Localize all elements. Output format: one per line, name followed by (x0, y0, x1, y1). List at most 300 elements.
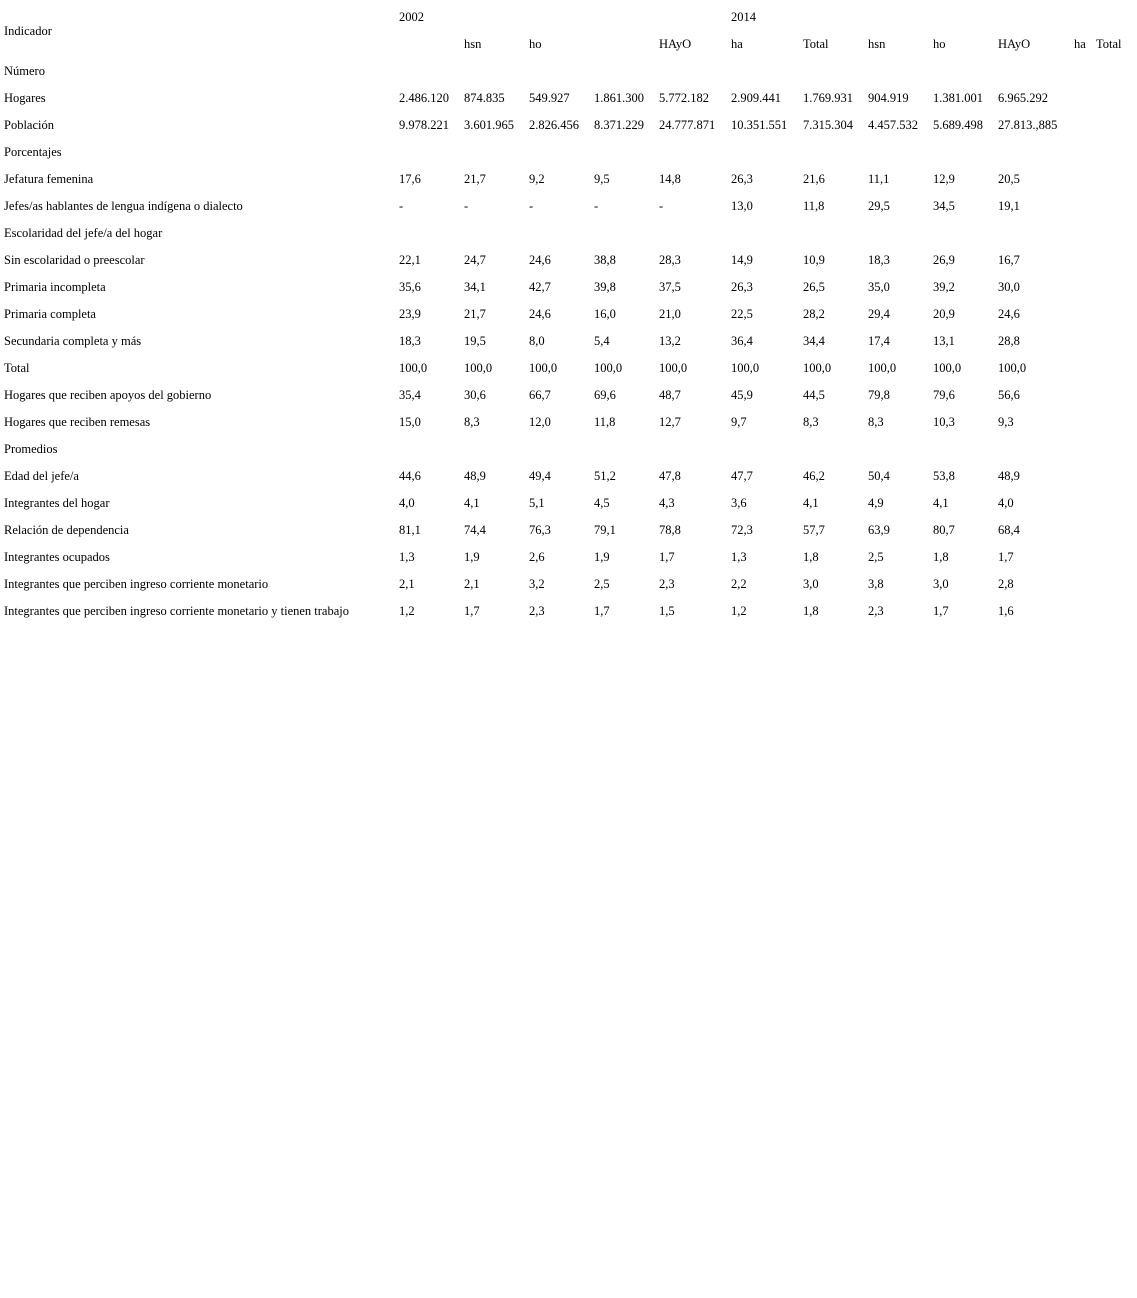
value-cell: 9,5 (594, 172, 610, 186)
value-cell: 100,0 (529, 361, 558, 375)
header-spacer (998, 4, 1070, 31)
value-cell: 37,5 (659, 280, 681, 294)
value-cell: 3,8 (868, 577, 884, 591)
value-cell: 13,2 (659, 334, 681, 348)
value-cell: 13,1 (933, 334, 955, 348)
value-cell: 8,3 (803, 415, 819, 429)
value-cell: 8,0 (529, 334, 545, 348)
empty-cell (1074, 571, 1092, 598)
value-cell: 10,9 (803, 253, 825, 267)
empty-cell (1074, 274, 1092, 301)
value-cell: 22,5 (731, 307, 753, 321)
empty-cell (803, 220, 864, 247)
empty-cell (1074, 328, 1092, 355)
value-cell: 8,3 (868, 415, 884, 429)
empty-cell (998, 139, 1070, 166)
value-cell: 12,9 (933, 172, 955, 186)
empty-cell (594, 58, 655, 85)
value-cell: 24,6 (529, 307, 551, 321)
value-cell: 66,7 (529, 388, 551, 402)
value-cell: 48,9 (464, 469, 486, 483)
value-cell: 27.813.,885 (998, 118, 1058, 132)
value-cell: - (399, 199, 404, 213)
empty-cell (998, 58, 1070, 85)
value-cell: 44,5 (803, 388, 825, 402)
value-cell: 36,4 (731, 334, 753, 348)
value-cell: 34,4 (803, 334, 825, 348)
empty-cell (1096, 382, 1126, 409)
empty-cell (933, 220, 994, 247)
row-label: Primaria completa (4, 307, 96, 321)
value-cell: 2.909.441 (731, 91, 781, 105)
value-cell: 21,0 (659, 307, 681, 321)
empty-cell (933, 139, 994, 166)
table-row (4, 382, 1126, 409)
table-row (4, 274, 1126, 301)
empty-cell (1096, 490, 1126, 517)
empty-cell (659, 220, 727, 247)
value-cell: 4,0 (399, 496, 415, 510)
value-cell: 19,1 (998, 199, 1020, 213)
value-cell: 48,7 (659, 388, 681, 402)
value-cell: 1,8 (803, 550, 819, 564)
value-cell: 100,0 (399, 361, 428, 375)
header-spacer (933, 4, 994, 31)
table-row (4, 544, 1126, 571)
value-cell: 8,3 (464, 415, 480, 429)
table-row (4, 490, 1126, 517)
value-cell: 2.826.456 (529, 118, 579, 132)
value-cell: 35,6 (399, 280, 421, 294)
empty-cell (1096, 220, 1126, 247)
empty-cell (1096, 598, 1126, 625)
value-cell: 24.777.871 (659, 118, 716, 132)
value-cell: 5,4 (594, 334, 610, 348)
header-spacer (1074, 4, 1092, 31)
section-label: Promedios (4, 442, 58, 456)
empty-cell (1074, 58, 1092, 85)
subheader-cell: ho (529, 37, 542, 51)
empty-cell (594, 436, 655, 463)
empty-cell (1074, 490, 1092, 517)
value-cell: 16,7 (998, 253, 1020, 267)
value-cell: 47,7 (731, 469, 753, 483)
subheader-cell: ho (933, 37, 946, 51)
value-cell: 10,3 (933, 415, 955, 429)
empty-cell (1074, 355, 1092, 382)
value-cell: 2,1 (464, 577, 480, 591)
subheader-cell: ha (1074, 37, 1086, 51)
subheader-cell: Total (1096, 37, 1122, 51)
value-cell: 11,8 (594, 415, 616, 429)
section-row (4, 436, 1126, 463)
empty-cell (803, 58, 864, 85)
value-cell: 35,0 (868, 280, 890, 294)
value-cell: - (529, 199, 534, 213)
header-spacer (594, 4, 655, 31)
empty-cell (1096, 571, 1126, 598)
year-2002-header: 2002 (399, 10, 424, 24)
value-cell: 14,9 (731, 253, 753, 267)
value-cell: 35,4 (399, 388, 421, 402)
empty-cell (803, 436, 864, 463)
empty-cell (1074, 85, 1092, 112)
value-cell: 874.835 (464, 91, 505, 105)
empty-cell (731, 220, 799, 247)
value-cell: 9,2 (529, 172, 545, 186)
empty-cell (1096, 463, 1126, 490)
value-cell: 50,4 (868, 469, 890, 483)
empty-cell (529, 139, 590, 166)
empty-cell (1074, 436, 1092, 463)
value-cell: 1,2 (399, 604, 415, 618)
empty-cell (1074, 544, 1092, 571)
table-row (4, 571, 1126, 598)
table-row (4, 166, 1126, 193)
table-row (4, 85, 1126, 112)
empty-cell (1096, 139, 1126, 166)
value-cell: 26,5 (803, 280, 825, 294)
value-cell: 2,6 (529, 550, 545, 564)
empty-cell (1074, 382, 1092, 409)
section-row (4, 220, 1126, 247)
empty-cell (659, 58, 727, 85)
value-cell: 1,9 (464, 550, 480, 564)
empty-cell (1074, 463, 1092, 490)
row-label: Relación de dependencia (4, 523, 129, 537)
value-cell: 23,9 (399, 307, 421, 321)
value-cell: 100,0 (464, 361, 493, 375)
value-cell: 68,4 (998, 523, 1020, 537)
subheader-cell: ha (731, 37, 743, 51)
value-cell: 30,6 (464, 388, 486, 402)
empty-cell (1096, 166, 1126, 193)
subheader-cell (594, 31, 655, 58)
row-label: Jefes/as hablantes de lengua indígena o dialecto (4, 199, 243, 213)
value-cell: 11,1 (868, 172, 890, 186)
empty-cell (399, 139, 460, 166)
empty-cell (464, 139, 525, 166)
value-cell: 19,5 (464, 334, 486, 348)
empty-cell (464, 436, 525, 463)
row-label: Hogares que reciben apoyos del gobierno (4, 388, 212, 402)
indicator-column-header: Indicador (4, 23, 52, 38)
section-label: Porcentajes (4, 145, 62, 159)
value-cell: 18,3 (399, 334, 421, 348)
empty-cell (1096, 328, 1126, 355)
value-cell: 15,0 (399, 415, 421, 429)
value-cell: 100,0 (803, 361, 832, 375)
empty-cell (399, 436, 460, 463)
empty-cell (399, 58, 460, 85)
value-cell: 100,0 (659, 361, 688, 375)
empty-cell (998, 220, 1070, 247)
empty-cell (1074, 247, 1092, 274)
value-cell: 4,0 (998, 496, 1014, 510)
value-cell: 12,7 (659, 415, 681, 429)
empty-cell (1074, 166, 1092, 193)
empty-cell (933, 436, 994, 463)
value-cell: 24,6 (529, 253, 551, 267)
value-cell: 4,1 (933, 496, 949, 510)
value-cell: 17,6 (399, 172, 421, 186)
value-cell: 3,0 (803, 577, 819, 591)
section-label: Número (4, 64, 45, 78)
value-cell: 6.965.292 (998, 91, 1048, 105)
value-cell: 14,8 (659, 172, 681, 186)
value-cell: 45,9 (731, 388, 753, 402)
value-cell: 38,8 (594, 253, 616, 267)
value-cell: 100,0 (998, 361, 1027, 375)
row-label: Población (4, 118, 54, 132)
value-cell: 74,4 (464, 523, 486, 537)
value-cell: 2,3 (868, 604, 884, 618)
empty-cell (1096, 436, 1126, 463)
empty-cell (1074, 301, 1092, 328)
value-cell: 29,5 (868, 199, 890, 213)
value-cell: 57,7 (803, 523, 825, 537)
value-cell: 21,7 (464, 307, 486, 321)
subheader-cell: HAyO (998, 37, 1031, 51)
value-cell: 1,5 (659, 604, 675, 618)
value-cell: 100,0 (868, 361, 897, 375)
value-cell: 26,3 (731, 172, 753, 186)
value-cell: 2,3 (659, 577, 675, 591)
value-cell: 34,1 (464, 280, 486, 294)
empty-cell (1096, 85, 1126, 112)
empty-cell (659, 436, 727, 463)
value-cell: 76,3 (529, 523, 551, 537)
empty-cell (1074, 598, 1092, 625)
value-cell: 1.769.931 (803, 91, 853, 105)
value-cell: 56,6 (998, 388, 1020, 402)
value-cell: 29,4 (868, 307, 890, 321)
value-cell: 16,0 (594, 307, 616, 321)
value-cell: 1,2 (731, 604, 747, 618)
row-label: Edad del jefe/a (4, 469, 79, 483)
empty-cell (1074, 193, 1092, 220)
value-cell: 5.689.498 (933, 118, 983, 132)
value-cell: 5,1 (529, 496, 545, 510)
empty-cell (803, 139, 864, 166)
value-cell: 22,1 (399, 253, 421, 267)
value-cell: 2,5 (868, 550, 884, 564)
value-cell: 20,5 (998, 172, 1020, 186)
value-cell: 51,2 (594, 469, 616, 483)
value-cell: 1,8 (803, 604, 819, 618)
subheader-cell: HAyO (659, 37, 692, 51)
table-row (4, 112, 1126, 139)
value-cell: 12,0 (529, 415, 551, 429)
empty-cell (529, 436, 590, 463)
value-cell: 69,6 (594, 388, 616, 402)
subheader-cell: hsn (868, 37, 886, 51)
value-cell: 79,1 (594, 523, 616, 537)
value-cell: 47,8 (659, 469, 681, 483)
empty-cell (731, 139, 799, 166)
subheader-cell: hsn (464, 37, 482, 51)
value-cell: 18,3 (868, 253, 890, 267)
empty-cell (464, 58, 525, 85)
table-row (4, 301, 1126, 328)
empty-cell (868, 139, 929, 166)
row-label: Sin escolaridad o preescolar (4, 253, 145, 267)
row-label: Integrantes del hogar (4, 496, 110, 510)
value-cell: 1,7 (464, 604, 480, 618)
empty-cell (399, 220, 460, 247)
value-cell: 9.978.221 (399, 118, 449, 132)
value-cell: 21,7 (464, 172, 486, 186)
value-cell: 28,3 (659, 253, 681, 267)
empty-cell (1074, 139, 1092, 166)
empty-cell (1096, 301, 1126, 328)
section-row (4, 58, 1126, 85)
value-cell: 78,8 (659, 523, 681, 537)
value-cell: 26,3 (731, 280, 753, 294)
empty-cell (1096, 355, 1126, 382)
empty-cell (731, 58, 799, 85)
value-cell: - (659, 199, 664, 213)
value-cell: 1.861.300 (594, 91, 644, 105)
row-label: Jefatura femenina (4, 172, 94, 186)
empty-cell (1096, 112, 1126, 139)
table-row (4, 409, 1126, 436)
empty-cell (594, 139, 655, 166)
value-cell: 2.486.120 (399, 91, 449, 105)
row-label: Total (4, 361, 30, 375)
empty-cell (868, 58, 929, 85)
value-cell: 5.772.182 (659, 91, 709, 105)
value-cell: 4,9 (868, 496, 884, 510)
empty-cell (1096, 193, 1126, 220)
value-cell: 100,0 (594, 361, 623, 375)
indicators-table (0, 4, 1130, 625)
value-cell: 44,6 (399, 469, 421, 483)
table-header (4, 4, 1126, 58)
value-cell: 7.315.304 (803, 118, 853, 132)
value-cell: 1,6 (998, 604, 1014, 618)
value-cell: - (594, 199, 599, 213)
value-cell: 17,4 (868, 334, 890, 348)
section-row (4, 139, 1126, 166)
value-cell: 4,3 (659, 496, 675, 510)
empty-cell (1074, 112, 1092, 139)
empty-cell (529, 58, 590, 85)
empty-cell (659, 139, 727, 166)
header-spacer (464, 4, 525, 31)
empty-cell (1074, 220, 1092, 247)
value-cell: 8.371.229 (594, 118, 644, 132)
value-cell: 3,0 (933, 577, 949, 591)
value-cell: 49,4 (529, 469, 551, 483)
row-label: Hogares que reciben remesas (4, 415, 151, 429)
table-row (4, 517, 1126, 544)
value-cell: 100,0 (731, 361, 760, 375)
value-cell: 79,6 (933, 388, 955, 402)
value-cell: 1,7 (659, 550, 675, 564)
value-cell: 4,1 (464, 496, 480, 510)
row-label: Hogares (4, 91, 46, 105)
empty-cell (1074, 409, 1092, 436)
row-label: Secundaria completa y más (4, 334, 142, 348)
value-cell: 2,5 (594, 577, 610, 591)
table-row (4, 328, 1126, 355)
value-cell: 11,8 (803, 199, 825, 213)
value-cell: 72,3 (731, 523, 753, 537)
value-cell: 39,2 (933, 280, 955, 294)
empty-cell (1096, 409, 1126, 436)
value-cell: 549.927 (529, 91, 570, 105)
subheader-cell: Total (803, 37, 829, 51)
value-cell: 4,5 (594, 496, 610, 510)
value-cell: 13,0 (731, 199, 753, 213)
value-cell: 42,7 (529, 280, 551, 294)
value-cell: 2,1 (399, 577, 415, 591)
value-cell: 4.457.532 (868, 118, 918, 132)
value-cell: 1,7 (998, 550, 1014, 564)
value-cell: 2,3 (529, 604, 545, 618)
year-2014-header: 2014 (731, 10, 756, 24)
value-cell: 9,7 (731, 415, 747, 429)
value-cell: 81,1 (399, 523, 421, 537)
empty-cell (868, 436, 929, 463)
value-cell: 3.601.965 (464, 118, 514, 132)
value-cell: 53,8 (933, 469, 955, 483)
row-label: Integrantes que perciben ingreso corriente monetario (4, 577, 269, 591)
header-spacer (1096, 4, 1126, 31)
empty-cell (731, 436, 799, 463)
value-cell: 46,2 (803, 469, 825, 483)
table-row (4, 463, 1126, 490)
value-cell: 48,9 (998, 469, 1020, 483)
table-body (4, 58, 1126, 625)
value-cell: 1,7 (933, 604, 949, 618)
empty-cell (933, 58, 994, 85)
value-cell: 80,7 (933, 523, 955, 537)
empty-cell (1096, 544, 1126, 571)
value-cell: 28,2 (803, 307, 825, 321)
value-cell: 39,8 (594, 280, 616, 294)
value-cell: 9,3 (998, 415, 1014, 429)
header-row-years (4, 4, 1126, 31)
empty-cell (594, 220, 655, 247)
value-cell: 30,0 (998, 280, 1020, 294)
value-cell: - (464, 199, 469, 213)
row-label: Integrantes que perciben ingreso corriente monetario y tienen trabajo (4, 604, 349, 618)
header-spacer (868, 4, 929, 31)
value-cell: 20,9 (933, 307, 955, 321)
value-cell: 904.919 (868, 91, 909, 105)
value-cell: 63,9 (868, 523, 890, 537)
empty-cell (868, 220, 929, 247)
table-row (4, 247, 1126, 274)
value-cell: 79,8 (868, 388, 890, 402)
value-cell: 1,8 (933, 550, 949, 564)
empty-cell (1096, 274, 1126, 301)
value-cell: 100,0 (933, 361, 962, 375)
value-cell: 28,8 (998, 334, 1020, 348)
subheader-cell (399, 31, 460, 58)
value-cell: 2,8 (998, 577, 1014, 591)
empty-cell (1074, 517, 1092, 544)
header-spacer (659, 4, 727, 31)
empty-cell (1096, 517, 1126, 544)
value-cell: 1.381.001 (933, 91, 983, 105)
header-spacer (803, 4, 864, 31)
empty-cell (529, 220, 590, 247)
value-cell: 3,6 (731, 496, 747, 510)
empty-cell (1096, 247, 1126, 274)
